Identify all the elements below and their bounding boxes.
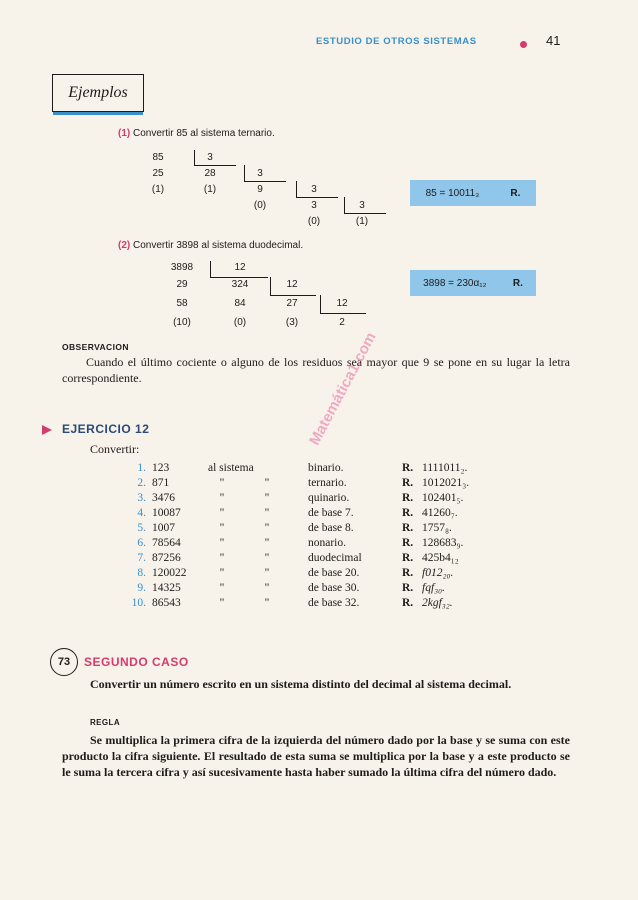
answer-marker: R.	[402, 522, 414, 534]
div-line	[194, 150, 195, 166]
item-target: de base 8.	[308, 522, 354, 534]
div-cell: 324	[231, 279, 249, 290]
answer-marker: R.	[402, 567, 414, 579]
item-number: 9.	[137, 582, 146, 594]
exercise-item	[120, 536, 542, 550]
observacion-text: Cuando el último cociente o alguno de los residuos sea mayor que 9 se pone en su lugar la letra correspondiente.	[62, 355, 570, 385]
div-line	[244, 181, 286, 182]
ditto-mark: "	[264, 477, 270, 489]
exercise-item	[120, 596, 542, 610]
ditto-mark: "	[264, 552, 270, 564]
answer-marker: R.	[510, 187, 521, 199]
div-line	[210, 261, 211, 278]
ditto-mark: "	[219, 522, 225, 534]
div-cell: (1)	[355, 216, 369, 227]
ditto-mark: "	[219, 567, 225, 579]
watermark: Matemática1.com	[306, 329, 380, 448]
item-number: 5.	[137, 522, 146, 534]
ditto-mark: "	[219, 492, 225, 504]
example-2-title	[118, 240, 303, 251]
example-1-number: (1)	[118, 128, 131, 139]
div-cell: (0)	[233, 317, 247, 328]
item-answer: 1012021₃.	[422, 477, 470, 489]
div-cell: 12	[234, 262, 246, 273]
div-cell: 58	[176, 298, 188, 309]
item-number: 1.	[137, 462, 146, 474]
item-number: 4.	[137, 507, 146, 519]
item-answer: 128683₉.	[422, 537, 464, 549]
div-line	[270, 295, 316, 296]
item-value: 78564	[152, 537, 181, 549]
item-value: 871	[152, 477, 170, 489]
exercise-item	[120, 521, 542, 535]
div-cell: 3898	[170, 262, 194, 273]
item-value: 3476	[152, 492, 175, 504]
ditto-mark: "	[219, 537, 225, 549]
div-line	[320, 295, 321, 314]
item-system-label: al sistema	[208, 462, 254, 474]
answer-marker: R.	[402, 462, 414, 474]
item-target: ternario.	[308, 477, 347, 489]
ditto-mark: "	[219, 507, 225, 519]
div-cell: (10)	[173, 317, 191, 328]
item-target: de base 20.	[308, 567, 360, 579]
exercise-item	[120, 566, 542, 580]
div-cell: (1)	[203, 184, 217, 195]
ditto-mark: "	[264, 492, 270, 504]
answer-marker: R.	[402, 597, 414, 609]
section-number-badge: 73	[50, 648, 78, 676]
div-cell: 85	[152, 152, 164, 163]
ditto-mark: "	[264, 522, 270, 534]
div-line	[244, 165, 245, 181]
div-line	[270, 277, 271, 296]
div-cell: (1)	[151, 184, 165, 195]
regla-heading: REGLA	[90, 718, 120, 727]
div-line	[344, 213, 386, 214]
ditto-mark: "	[264, 537, 270, 549]
exercise-item	[120, 461, 542, 475]
item-value: 10087	[152, 507, 181, 519]
header-bullet-icon	[520, 41, 527, 48]
item-value: 120022	[152, 567, 187, 579]
item-number: 3.	[137, 492, 146, 504]
ditto-mark: "	[264, 567, 270, 579]
ejercicio-heading: EJERCICIO 12	[62, 422, 150, 436]
item-answer: 425b4₁₂	[422, 552, 459, 564]
answer-marker: R.	[402, 552, 414, 564]
item-answer: 102401₅.	[422, 492, 464, 504]
ditto-mark: "	[219, 597, 225, 609]
div-cell: 2	[339, 317, 345, 328]
item-answer: fqf₃₀.	[422, 582, 446, 594]
div-cell: 3	[311, 200, 317, 211]
item-answer: 2kgf₃₂.	[422, 597, 453, 609]
div-line	[210, 277, 268, 278]
observacion-heading: OBSERVACION	[62, 342, 129, 352]
exercise-item	[120, 491, 542, 505]
item-answer: f012₂₀.	[422, 567, 454, 579]
item-target: quinario.	[308, 492, 350, 504]
div-cell: (0)	[307, 216, 321, 227]
example-1-result: 85 = 10011₃	[425, 187, 480, 199]
item-target: nonario.	[308, 537, 347, 549]
div-cell: 28	[204, 168, 216, 179]
exercise-item	[120, 476, 542, 490]
example-1-title	[118, 128, 275, 139]
div-line	[296, 181, 297, 197]
div-cell: 9	[257, 184, 263, 195]
item-number: 2.	[137, 477, 146, 489]
exercise-item	[120, 581, 542, 595]
example-2-result-box	[410, 270, 536, 296]
item-answer: 41260₇.	[422, 507, 458, 519]
exercise-item	[120, 551, 542, 565]
item-value: 86543	[152, 597, 181, 609]
ditto-mark: "	[264, 582, 270, 594]
div-cell: 3	[311, 184, 317, 195]
item-number: 8.	[137, 567, 146, 579]
div-cell: 27	[286, 298, 298, 309]
div-cell: 3	[257, 168, 263, 179]
item-number: 10.	[131, 597, 146, 609]
div-cell: 3	[207, 152, 213, 163]
running-header: ESTUDIO DE OTROS SISTEMAS	[316, 36, 477, 47]
item-number: 7.	[137, 552, 146, 564]
ejemplos-label: Ejemplos	[52, 74, 144, 112]
page-number: 41	[546, 33, 561, 48]
ditto-mark: "	[219, 477, 225, 489]
example-1-result-box	[410, 180, 536, 206]
div-cell: 12	[286, 279, 298, 290]
div-cell: 25	[152, 168, 164, 179]
regla-text: Se multiplica la primera cifra de la izquierda del número dado por la base y se suma con este producto la cifra siguiente. El resultado de esta suma se multiplica por la base y a este producto se le suma la tercera cifra y así sucesivamente hasta haber sumado la última cifra del número dado.	[62, 733, 570, 779]
example-2-result: 3898 = 230α₁₂	[423, 277, 487, 289]
item-target: duodecimal	[308, 552, 362, 564]
item-value: 87256	[152, 552, 181, 564]
div-cell: 84	[234, 298, 246, 309]
item-answer: 1757₈.	[422, 522, 452, 534]
answer-marker: R.	[402, 507, 414, 519]
item-target: binario.	[308, 462, 344, 474]
example-2-number: (2)	[118, 240, 131, 251]
example-2-text: Convertir 3898 al sistema duodecimal.	[133, 240, 304, 251]
answer-marker: R.	[402, 492, 414, 504]
div-cell: 29	[176, 279, 188, 290]
ditto-mark: "	[264, 597, 270, 609]
div-line	[194, 165, 236, 166]
item-value: 1007	[152, 522, 175, 534]
div-line	[296, 197, 338, 198]
div-line	[320, 313, 366, 314]
div-cell: 12	[336, 298, 348, 309]
ejercicio-intro: Convertir:	[90, 442, 140, 456]
answer-marker: R.	[402, 537, 414, 549]
exercise-item	[120, 506, 542, 520]
item-number: 6.	[137, 537, 146, 549]
ditto-mark: "	[219, 582, 225, 594]
example-1-text: Convertir 85 al sistema ternario.	[133, 128, 275, 139]
answer-marker: R.	[402, 477, 414, 489]
answer-marker: R.	[512, 277, 523, 289]
item-value: 123	[152, 462, 170, 474]
item-value: 14325	[152, 582, 181, 594]
item-target: de base 30.	[308, 582, 360, 594]
div-cell: (3)	[285, 317, 299, 328]
segundo-caso-text: Convertir un número escrito en un sistema distinto del decimal al sistema decimal.	[90, 677, 512, 691]
ditto-mark: "	[219, 552, 225, 564]
item-target: de base 32.	[308, 597, 360, 609]
div-line	[344, 197, 345, 213]
segundo-caso-heading: SEGUNDO CASO	[84, 655, 189, 669]
div-cell: 3	[359, 200, 365, 211]
arrow-icon	[42, 425, 52, 435]
div-cell: (0)	[253, 200, 267, 211]
answer-marker: R.	[402, 582, 414, 594]
item-answer: 1111011₂.	[422, 462, 468, 474]
item-target: de base 7.	[308, 507, 354, 519]
ditto-mark: "	[264, 507, 270, 519]
